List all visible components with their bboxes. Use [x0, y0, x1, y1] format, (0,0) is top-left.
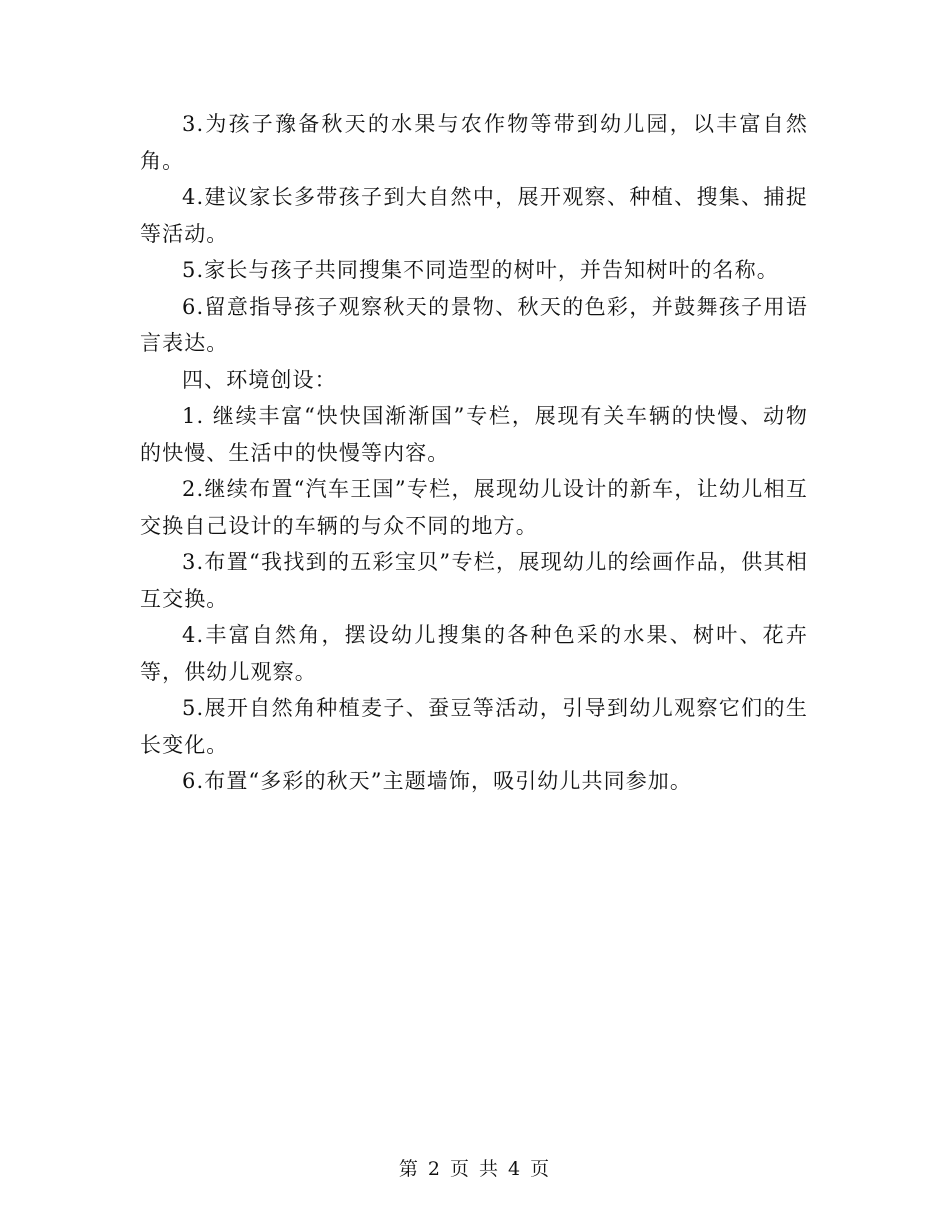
paragraph-parent-tip-4: 4.建议家长多带孩子到大自然中，展开观察、种植、搜集、捕捉等活动。 [140, 185, 808, 246]
paragraph-parent-tip-5: 5.家长与孩子共同搜集不同造型的树叶，并告知树叶的名称。 [182, 258, 779, 282]
page-number: 第 2 页 共 4 页 [398, 1158, 552, 1180]
paragraph-environment-2: 2.继续布置“汽车王国”专栏，展现幼儿设计的新车，让幼儿相互交换自己设计的车辆的与众不同的地方。 [140, 477, 808, 538]
paragraph-environment-4: 4.丰富自然角，摆设幼儿搜集的各种色采的水果、树叶、花卉等，供幼儿观察。 [140, 623, 808, 684]
paragraph-parent-tip-6: 6.留意指导孩子观察秋天的景物、秋天的色彩，并鼓舞孩子用语言表达。 [140, 294, 808, 355]
paragraph-environment-6: 6.布置“多彩的秋天”主题墙饰，吸引幼儿共同参加。 [182, 769, 693, 793]
paragraph-environment-1: 1. 继续丰富“快快国渐渐国”专栏，展现有关车辆的快慢、动物的快慢、生活中的快慢等内容。 [140, 404, 808, 465]
paragraph-environment-3: 3.布置“我找到的五彩宝贝”专栏，展现幼儿的绘画作品，供其相互交换。 [140, 550, 808, 611]
paragraph-parent-tip-3: 3.为孩子豫备秋天的水果与农作物等带到幼儿园，以丰富自然角。 [140, 112, 808, 173]
section-heading-environment: 四、环境创设： [182, 367, 337, 392]
paragraph-environment-5: 5.展开自然角种植麦子、蚕豆等活动，引导到幼儿观察它们的生长变化。 [140, 696, 808, 757]
document-body [140, 106, 808, 800]
